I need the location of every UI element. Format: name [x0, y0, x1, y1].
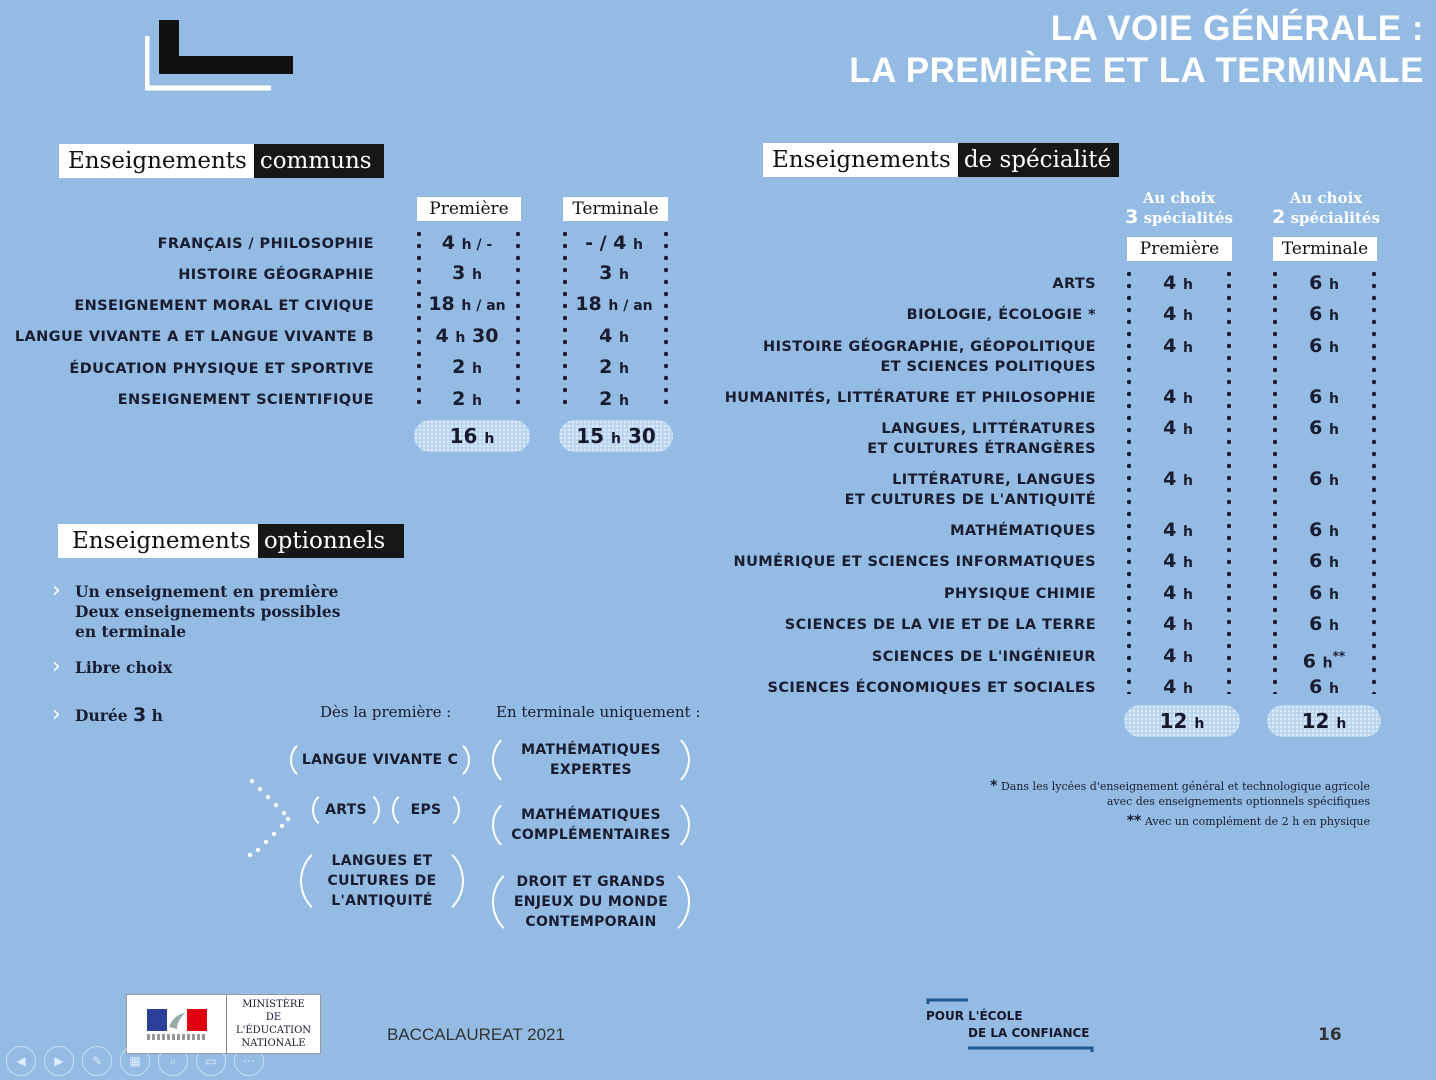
- specialite-choice-terminale: Au choix 2 spécialités: [1272, 189, 1380, 228]
- page-number: 16: [1318, 1025, 1342, 1045]
- communs-premiere-value: 4 h / -: [441, 232, 493, 254]
- specialite-total-premiere: 12 h: [1124, 705, 1240, 737]
- specialite-heading-white: Enseignements: [763, 143, 958, 177]
- slide-nav-controls: [6, 1046, 264, 1076]
- specialite-premiere-value: 4 h: [1163, 303, 1193, 325]
- dotted-arrow-icon: [244, 775, 294, 860]
- next-icon[interactable]: ▶: [44, 1046, 74, 1076]
- more-icon[interactable]: ⋯: [234, 1046, 264, 1076]
- specialite-premiere-value: 4 h: [1163, 613, 1193, 635]
- specialite-choice-premiere: Au choix 3 spécialités: [1125, 189, 1233, 228]
- specialite-total-terminale: 12 h: [1267, 705, 1381, 737]
- footnote-2: ** Avec un complément de 2 h en physique: [1126, 813, 1370, 829]
- chevron-right-icon: ›: [52, 578, 61, 603]
- slides-icon[interactable]: ▦: [120, 1046, 150, 1076]
- specialite-row-label: MATHÉMATIQUES: [950, 523, 1096, 539]
- communs-col-terminale: Terminale: [563, 197, 668, 221]
- specialite-row-label: NUMÉRIQUE ET SCIENCES INFORMATIQUES: [733, 554, 1096, 570]
- dotted-divider: [516, 228, 520, 410]
- specialite-terminale-value: 6 h**: [1302, 649, 1346, 673]
- screen-icon[interactable]: ▭: [196, 1046, 226, 1076]
- dotted-divider: [664, 228, 668, 410]
- dotted-divider: [1227, 268, 1231, 694]
- pill-mathematiques-complementaires: MATHÉMATIQUES COMPLÉMENTAIRES: [492, 796, 690, 854]
- communs-terminale-value: 4 h: [599, 325, 629, 347]
- communs-premiere-value: 4 h 30: [435, 325, 499, 347]
- specialite-row-label: SCIENCES ÉCONOMIQUES ET SOCIALES: [767, 680, 1096, 696]
- subhead-premiere: Dès la première :: [320, 703, 452, 721]
- specialite-premiere-value: 4 h: [1163, 582, 1193, 604]
- specialite-row-label: LANGUES, LITTÉRATURES ET CULTURES ÉTRANGÈRES: [867, 421, 1096, 457]
- communs-row-label: HISTOIRE GÉOGRAPHIE: [178, 267, 374, 283]
- specialite-premiere-value: 4 h: [1163, 468, 1193, 490]
- communs-premiere-value: 3 h: [452, 262, 482, 284]
- communs-terminale-value: 2 h: [599, 356, 629, 378]
- specialite-terminale-value: 6 h: [1309, 272, 1339, 294]
- title-line-1: LA VOIE GÉNÉRALE :: [1050, 9, 1424, 48]
- communs-terminale-value: 2 h: [599, 388, 629, 410]
- specialite-row-label: SCIENCES DE LA VIE ET DE LA TERRE: [784, 617, 1096, 633]
- communs-premiere-value: 2 h: [452, 356, 482, 378]
- page-title: [849, 8, 1424, 92]
- specialite-row-label: LITTÉRATURE, LANGUES ET CULTURES DE L'ANTIQUITÉ: [844, 472, 1096, 508]
- specialite-premiere-value: 4 h: [1163, 335, 1193, 357]
- specialite-terminale-value: 6 h: [1309, 613, 1339, 635]
- chevron-right-icon: ›: [52, 702, 61, 727]
- previous-icon[interactable]: ◀: [6, 1046, 36, 1076]
- ministry-logo: MINISTÈRE DE L'ÉDUCATION NATIONALE: [126, 994, 321, 1054]
- communs-col-premiere: Première: [417, 197, 521, 221]
- communs-row-label: ÉDUCATION PHYSIQUE ET SPORTIVE: [69, 361, 374, 377]
- communs-total-premiere: 16 h: [414, 420, 530, 452]
- specialite-premiere-value: 4 h: [1163, 386, 1193, 408]
- specialite-premiere-value: 4 h: [1163, 272, 1193, 294]
- optionnels-heading-white: Enseignements: [58, 524, 258, 558]
- pen-icon[interactable]: ✎: [82, 1046, 112, 1076]
- communs-premiere-value: 2 h: [452, 388, 482, 410]
- specialite-heading: [763, 143, 1119, 177]
- communs-row-label: FRANÇAIS / PHILOSOPHIE: [157, 236, 374, 252]
- specialite-premiere-value: 4 h: [1163, 550, 1193, 572]
- footnote-1: * Dans les lycées d'enseignement général et technologique agricole avec des enseignements optionnels spécifiques: [990, 778, 1370, 808]
- specialite-terminale-value: 6 h: [1309, 335, 1339, 357]
- specialite-row-label: BIOLOGIE, ÉCOLOGIE *: [906, 307, 1096, 323]
- optionnels-bullet-1: Un enseignement en première Deux enseignements possibles en terminale: [75, 582, 341, 641]
- specialite-premiere-value: 4 h: [1163, 676, 1193, 698]
- pill-langue-vivante-c: LANGUE VIVANTE C: [290, 739, 470, 781]
- optionnels-heading-black: optionnels: [258, 524, 404, 558]
- optionnels-bullet-3: Durée 3 h: [75, 704, 163, 726]
- specialite-row-label: HUMANITÉS, LITTÉRATURE ET PHILOSOPHIE: [724, 390, 1096, 406]
- communs-heading: [59, 144, 384, 178]
- ecole-confiance-logo: POUR L'ÉCOLE DE LA CONFIANCE: [926, 998, 1096, 1052]
- specialite-row-label: SCIENCES DE L'INGÉNIEUR: [871, 649, 1096, 665]
- communs-row-label: LANGUE VIVANTE A ET LANGUE VIVANTE B: [14, 329, 374, 345]
- specialite-premiere-value: 4 h: [1163, 417, 1193, 439]
- pill-langues-cultures-antiquite: LANGUES ET CULTURES DE L'ANTIQUITÉ: [300, 843, 464, 919]
- dotted-divider: [1372, 268, 1376, 694]
- specialite-terminale-value: 6 h: [1309, 676, 1339, 698]
- specialite-premiere-value: 4 h: [1163, 645, 1193, 667]
- communs-heading-black: communs: [254, 144, 384, 178]
- dotted-divider: [1273, 268, 1277, 694]
- specialite-row-label: ARTS: [1052, 276, 1096, 292]
- specialite-terminale-value: 6 h: [1309, 468, 1339, 490]
- communs-heading-white: Enseignements: [59, 144, 254, 178]
- specialite-row-label: HISTOIRE GÉOGRAPHIE, GÉOPOLITIQUE ET SCIENCES POLITIQUES: [763, 339, 1096, 375]
- specialite-terminale-value: 6 h: [1309, 582, 1339, 604]
- communs-terminale-value: - / 4 h: [585, 232, 643, 254]
- subhead-terminale: En terminale uniquement :: [496, 703, 701, 721]
- chevron-right-icon: ›: [52, 654, 61, 679]
- title-line-2: LA PREMIÈRE ET LA TERMINALE: [849, 51, 1424, 90]
- specialite-premiere-value: 4 h: [1163, 519, 1193, 541]
- marianne-logo: [127, 995, 227, 1053]
- specialite-col-premiere: Première: [1127, 237, 1232, 261]
- pill-droit-grands-enjeux: DROIT ET GRANDS ENJEUX DU MONDE CONTEMPORAIN: [492, 864, 690, 940]
- specialite-terminale-value: 6 h: [1309, 519, 1339, 541]
- pill-mathematiques-expertes: MATHÉMATIQUES EXPERTES: [492, 731, 690, 789]
- communs-row-label: ENSEIGNEMENT SCIENTIFIQUE: [117, 392, 374, 408]
- corner-logo: [145, 20, 295, 92]
- dotted-divider: [1127, 268, 1131, 694]
- specialite-terminale-value: 6 h: [1309, 303, 1339, 325]
- communs-terminale-value: 18 h / an: [575, 293, 653, 315]
- specialite-row-label: PHYSIQUE CHIMIE: [943, 586, 1096, 602]
- communs-total-terminale: 15 h 30: [559, 420, 673, 452]
- zoom-icon[interactable]: ⌕: [158, 1046, 188, 1076]
- specialite-col-terminale: Terminale: [1273, 237, 1377, 261]
- pill-arts: ARTS: [312, 790, 380, 830]
- optionnels-bullet-2: Libre choix: [75, 658, 173, 677]
- specialite-terminale-value: 6 h: [1309, 386, 1339, 408]
- communs-terminale-value: 3 h: [599, 262, 629, 284]
- pill-eps: EPS: [392, 790, 460, 830]
- communs-row-label: ENSEIGNEMENT MORAL ET CIVIQUE: [74, 298, 374, 314]
- communs-premiere-value: 18 h / an: [428, 293, 506, 315]
- footer-baccalaureat: BACCALAUREAT 2021: [387, 1025, 565, 1044]
- specialite-heading-black: de spécialité: [958, 143, 1119, 177]
- optionnels-heading: [58, 524, 404, 558]
- specialite-terminale-value: 6 h: [1309, 550, 1339, 572]
- specialite-terminale-value: 6 h: [1309, 417, 1339, 439]
